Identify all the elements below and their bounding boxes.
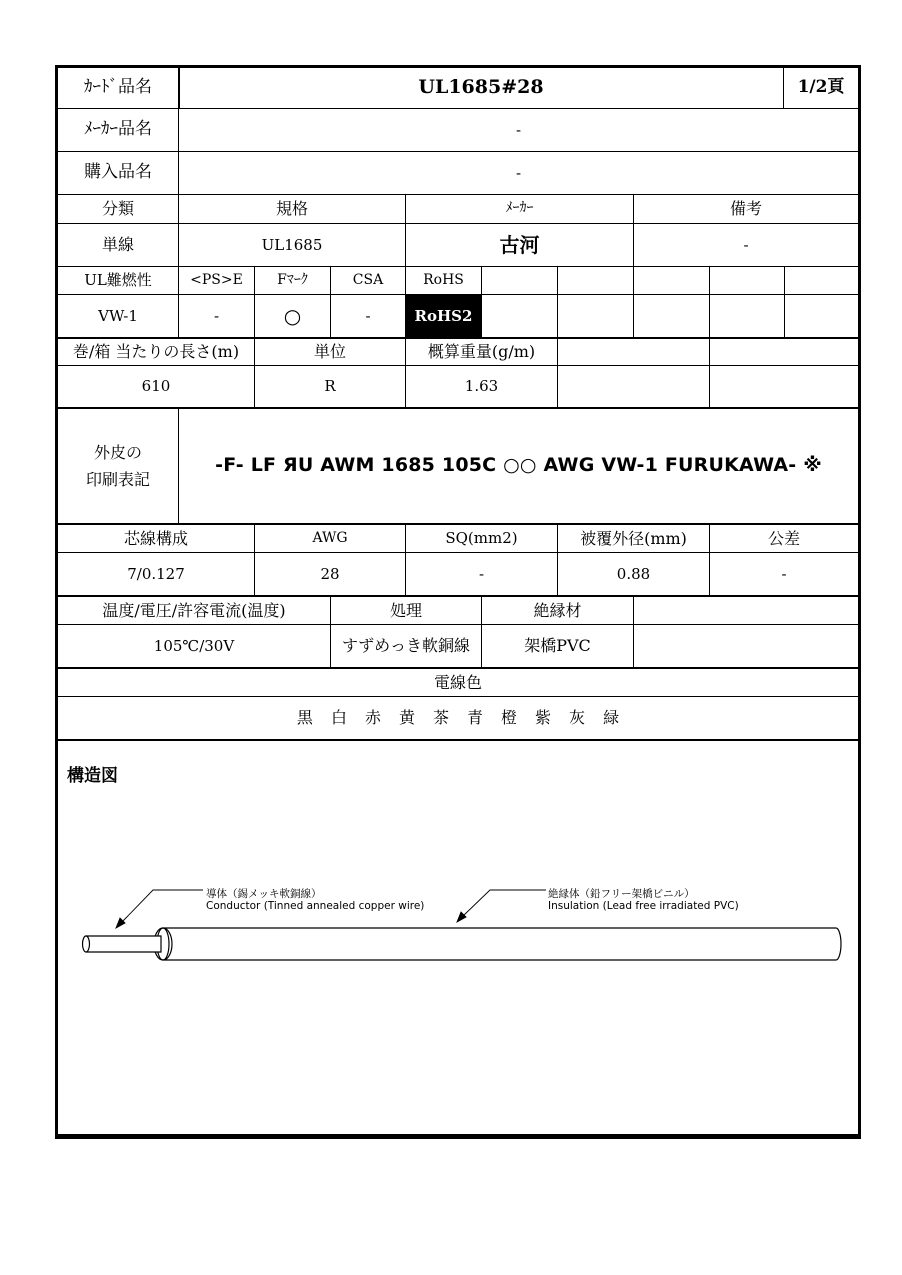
sq-value: - — [478, 564, 485, 583]
insulation-label-jp: 絶縁体（鉛フリー架橋ビニル） — [548, 888, 695, 900]
print-marking-text: -F- LF ЯU AWM 1685 105C ○○ AWG VW-1 FURUKAWA- ※ — [215, 454, 822, 477]
standard-header: 規格 — [275, 199, 308, 218]
print-marking-label-line1: 外皮の — [93, 442, 142, 462]
card-name-label: ｶｰﾄﾞ品名 — [84, 77, 152, 98]
insulation-shape — [154, 928, 841, 960]
classification-header: 分類 — [101, 199, 134, 218]
wire-color-yellow: 黄 — [398, 708, 415, 727]
wire-color-orange: 橙 — [501, 708, 518, 727]
classification-value: 単線 — [101, 235, 134, 254]
conductor-label-en: Conductor (Tinned annealed copper wire) — [206, 900, 425, 913]
strand-value: 7/0.127 — [127, 564, 185, 583]
tolerance-value: - — [781, 564, 787, 583]
purchase-product-label: 購入品名 — [84, 162, 152, 183]
maker-product-value: - — [515, 120, 522, 139]
unit-header: 単位 — [313, 342, 346, 361]
wire-color-black: 黒 — [296, 708, 313, 727]
treatment-value: すずめっき軟銅線 — [341, 636, 470, 655]
print-marking-label-line2: 印刷表記 — [85, 470, 150, 489]
maker-header: ﾒｰｶｰ — [505, 200, 534, 217]
wire-color-header: 電線色 — [433, 672, 482, 692]
product-name: UL1685#28 — [418, 76, 544, 99]
reel-length-value: 610 — [141, 377, 171, 396]
f-mark-value: ○ — [283, 303, 302, 328]
ul-flame-header: UL難燃性 — [84, 271, 152, 290]
pse-header: <PS>E — [190, 271, 243, 288]
structure-title: 構造図 — [67, 766, 118, 786]
pse-value: - — [213, 306, 220, 325]
insulation-label-en: Insulation (Lead free irradiated PVC) — [548, 900, 739, 913]
unit-value: R — [324, 377, 336, 396]
tolerance-header: 公差 — [767, 528, 800, 548]
conductor-label-jp: 導体（錫メッキ軟銅線） — [206, 888, 322, 900]
wire-color-purple: 紫 — [535, 708, 552, 727]
purchase-product-value: - — [515, 163, 522, 182]
remarks-header: 備考 — [729, 199, 762, 218]
wire-color-blue: 青 — [467, 708, 484, 727]
rating-header: 温度/電圧/許容電流(温度) — [102, 600, 286, 620]
wire-color-green: 緑 — [603, 708, 620, 727]
awg-value: 28 — [320, 564, 340, 583]
insulation-header: 絶縁材 — [533, 600, 582, 620]
weight-header: 概算重量(g/m) — [427, 342, 536, 361]
insulation-value: 架橋PVC — [524, 636, 591, 655]
awg-header: AWG — [312, 529, 348, 546]
wire-color-list — [58, 697, 858, 739]
print-marking-label — [58, 409, 178, 523]
conductor-shape — [83, 936, 162, 952]
maker-product-label: ﾒｰｶｰ品名 — [84, 119, 152, 140]
leader-lines — [116, 890, 546, 928]
outer-diameter-header: 被覆外径(mm) — [580, 528, 687, 548]
wire-color-red: 赤 — [364, 708, 381, 727]
wire-color-brown: 茶 — [432, 708, 449, 727]
rohs2-badge: RoHS2 — [406, 295, 481, 337]
strand-header: 芯線構成 — [123, 528, 188, 548]
rohs-header: RoHS — [423, 271, 464, 288]
ul-flame-value: VW-1 — [98, 306, 138, 325]
wire-color-gray: 灰 — [569, 708, 586, 727]
wire-structure-diagram — [58, 878, 858, 968]
weight-value: 1.63 — [464, 377, 499, 396]
outer-diameter-value: 0.88 — [616, 564, 651, 583]
rating-value: 105℃/30V — [153, 636, 235, 655]
treatment-header: 処理 — [389, 600, 422, 620]
sq-header: SQ(mm2) — [445, 529, 518, 548]
wire-color-white: 白 — [330, 708, 347, 727]
csa-header: CSA — [352, 271, 384, 288]
remarks-value: - — [743, 235, 749, 254]
csa-value: - — [365, 306, 371, 325]
standard-value: UL1685 — [261, 235, 323, 254]
spec-sheet — [55, 65, 861, 1139]
maker-value: 古河 — [499, 232, 540, 257]
page-indicator: 1/2頁 — [797, 77, 845, 98]
reel-length-header: 巻/箱 当たりの長さ(m) — [72, 342, 240, 361]
f-mark-header: Fﾏｰｸ — [277, 271, 308, 288]
